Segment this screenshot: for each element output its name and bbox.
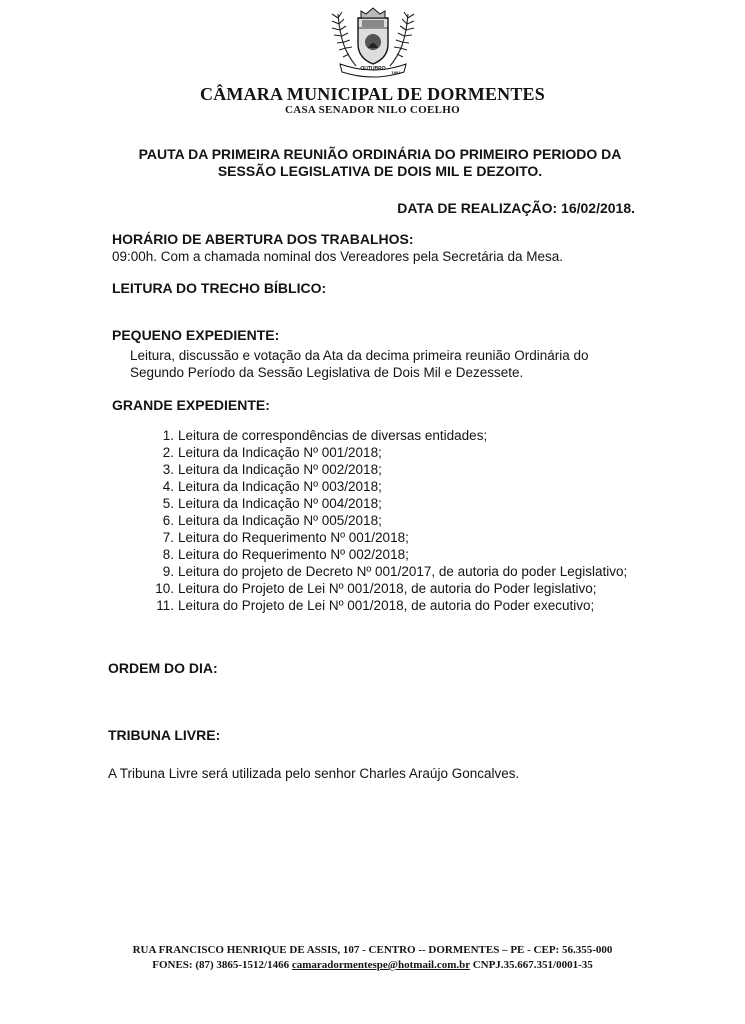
pequeno-expediente-line1: Leitura, discussão e votação da Ata da decima primeira reunião Ordinária do [130,348,589,363]
list-item-number: 1. [162,428,174,443]
horario-text: 09:00h. Com a chamada nominal dos Vereadores pela Secretária da Mesa. [112,249,564,264]
list-item-number: 8. [162,547,174,562]
ordem-do-dia-heading: ORDEM DO DIA: [108,660,218,676]
list-item-number: 5. [162,496,174,511]
pauta-title-line2: SESSÃO LEGISLATIVA DE DOIS MIL E DEZOITO. [217,163,543,179]
list-item-text: Leitura da Indicação Nº 001/2018; [178,445,382,460]
list-item-text: Leitura do Requerimento Nº 001/2018; [178,530,409,545]
grande-expediente-list [150,427,640,614]
footer-contacts [0,959,745,971]
list-item [150,597,640,614]
list-item-number: 7. [162,530,174,545]
footer-cnpj: CNPJ.35.667.351/0001-35 [472,959,593,971]
org-name: CÂMARA MUNICIPAL DE DORMENTES [200,84,545,104]
list-item-text: Leitura do Projeto de Lei Nº 001/2018, de autoria do Poder executivo; [178,598,595,613]
pauta-title [100,146,660,180]
list-item [150,546,640,563]
list-item-text: Leitura do projeto de Decreto Nº 001/2017, de autoria do poder Legislativo; [178,564,628,579]
list-item [150,580,640,597]
list-item-text: Leitura de correspondências de diversas entidades; [178,428,488,443]
tribuna-text: A Tribuna Livre será utilizada pelo senhor Charles Araújo Goncalves. [108,766,520,781]
list-item-number: 4. [162,479,174,494]
leitura-heading: LEITURA DO TRECHO BÍBLICO: [112,280,327,296]
list-item [150,495,640,512]
list-item-number: 9. [162,564,174,579]
list-item-number: 6. [162,513,174,528]
list-item-text: Leitura da Indicação Nº 004/2018; [178,496,382,511]
list-item-text: Leitura da Indicação Nº 003/2018; [178,479,382,494]
list-item-number: 2. [162,445,174,460]
list-item [150,461,640,478]
list-item-text: Leitura da Indicação Nº 005/2018; [178,513,382,528]
list-item-text: Leitura da Indicação Nº 002/2018; [178,462,382,477]
list-item [150,478,640,495]
list-item [150,563,640,580]
municipal-crest-icon [318,4,428,80]
list-item [150,529,640,546]
list-item [150,512,640,529]
footer-address: RUA FRANCISCO HENRIQUE DE ASSIS, 107 - CENTRO -- DORMENTES – PE - CEP: 56.355-000 [132,944,613,956]
list-item [150,444,640,461]
seal-month: OUTUBRO [360,66,386,72]
tribuna-heading: TRIBUNA LIVRE: [108,727,221,743]
pequeno-expediente-line2: Segundo Período da Sessão Legislativa de Dois Mil e Dezessete. [130,365,524,380]
grande-expediente-heading: GRANDE EXPEDIENTE: [112,397,270,413]
list-item-number: 3. [162,462,174,477]
list-item-text: Leitura do Projeto de Lei Nº 001/2018, de autoria do Poder legislativo; [178,581,597,596]
list-item-number: 11. [156,598,174,613]
data-realizacao: DATA DE REALIZAÇÃO: 16/02/2018. [397,200,635,216]
pauta-title-line1: PAUTA DA PRIMEIRA REUNIÃO ORDINÁRIA DO PRIMEIRO PERIODO DA [138,146,622,162]
seal-year: 1991 [391,70,401,75]
horario-heading: HORÁRIO DE ABERTURA DOS TRABALHOS: [112,231,414,247]
list-item-text: Leitura do Requerimento Nº 002/2018; [178,547,409,562]
org-subtitle: CASA SENADOR NILO COELHO [285,104,460,116]
footer-email-link[interactable]: camaradormentespe@hotmail.com.br [291,959,470,971]
list-item [150,427,640,444]
list-item-number: 10. [155,581,174,596]
footer-phones: FONES: (87) 3865-1512/1466 [152,959,290,971]
pequeno-expediente-heading: PEQUENO EXPEDIENTE: [112,327,280,343]
